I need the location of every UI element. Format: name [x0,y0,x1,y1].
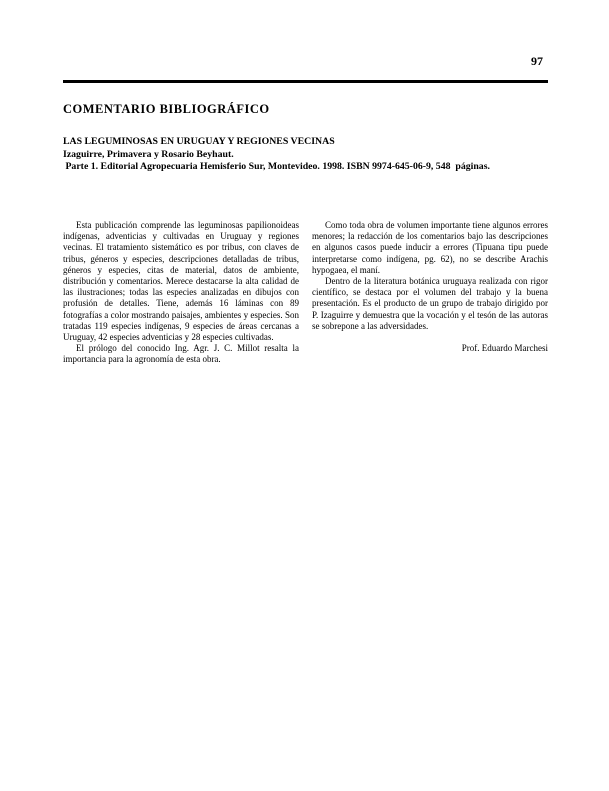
body-columns [63,220,548,366]
section-title: COMENTARIO BIBLIOGRÁFICO [63,102,270,116]
right-column [312,220,548,366]
page-number: 97 [531,54,543,68]
citation-edition: Parte 1. Editorial Agropecuaria Hemisferio Sur, Montevideo. 1998. ISBN 9974-645-06-9, 548 páginas. [63,161,490,173]
header-rule [63,80,548,83]
paragraph: Como toda obra de volumen importante tiene algunos errores menores; la redacción de los comentarios bajo las descripciones en algunos casos puede inducir a errores (Tipuana tipu puede interpretarse como indígena, pg. 62), no se describe Arachis hypogaea, el maní. [312,220,548,275]
paragraph: Esta publicación comprende las leguminosas papilionoideas indígenas, adventicias y cultivadas en Uruguay y regiones vecinas. El tratamiento sistemático es por tribus, con claves de tribus, géneros y especies, descripciones detalladas de tribus, géneros y especies, citas de material, datos de ambiente, distribución y comentarios. Merece destacarse la alta calidad de las ilustraciones; todas las especies analizadas en dibujos con profusión de detalles. Tiene, además 16 láminas con 89 fotografías a color mostrando paisajes, ambientes y especies. Son tratadas 119 especies indígenas, 9 especies de áreas cercanas a Uruguay, 42 especies adventicias y 28 especies cultivadas. [63,220,299,343]
paragraph: El prólogo del conocido Ing. Agr. J. C. Millot resalta la importancia para la agronomía de esta obra. [63,343,299,365]
citation-title: LAS LEGUMINOSAS EN URUGUAY Y REGIONES VECINAS [63,136,335,147]
book-citation [63,136,555,174]
signature: Prof. Eduardo Marchesi [461,343,548,354]
paragraph: Dentro de la literatura botánica uruguaya realizada con rigor científico, se destaca por el volumen del trabajo y la buena presentación. Es el producto de un grupo de trabajo dirigido por P. Izaguirre y demuestra que la vocación y el tesón de las autoras se sobrepone a las adversidades. [312,276,548,331]
left-column [63,220,299,366]
citation-authors: Izaguirre, Primavera y Rosario Beyhaut. [63,148,234,160]
